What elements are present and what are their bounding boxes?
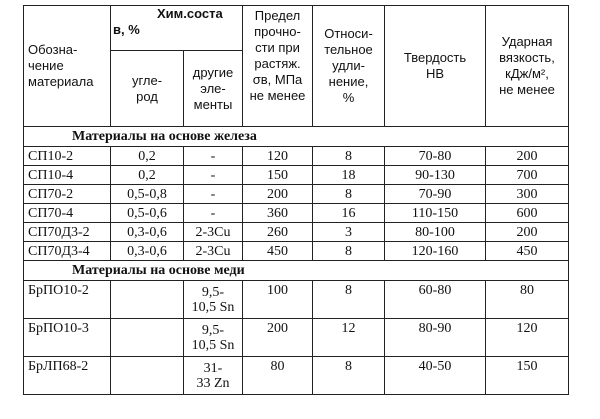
cell-name: БрЛП68-2 [24, 357, 111, 395]
cell-other: - [184, 204, 243, 223]
cell-hardness: 120-160 [385, 242, 486, 261]
table-row [24, 166, 569, 185]
cell-elongation: 12 [313, 319, 385, 357]
table-row [24, 281, 569, 319]
cell-elongation: 8 [313, 281, 385, 319]
cell-hardness: 90-130 [385, 166, 486, 185]
cell-name: СП70Д3-4 [24, 242, 111, 261]
cell-carbon: 0,5-0,6 [111, 204, 184, 223]
cell-elongation: 3 [313, 223, 385, 242]
cell-impact: 200 [486, 147, 569, 166]
cell-carbon: 0,2 [111, 166, 184, 185]
cell-other: 2-3Cu [184, 223, 243, 242]
cell-hardness: 70-90 [385, 185, 486, 204]
header-hardness: Твердость НВ [385, 6, 486, 127]
header-impact: Ударная вязкость, кДж/м², не менее [486, 6, 569, 127]
table-row [24, 223, 569, 242]
cell-impact: 450 [486, 242, 569, 261]
cell-elongation: 18 [313, 166, 385, 185]
materials-table [23, 5, 569, 395]
cell-strength: 150 [243, 166, 313, 185]
header-other-elements: другие эле- менты [184, 51, 243, 127]
cell-other: 2-3Cu [184, 242, 243, 261]
header-elongation: Относи- тельное удли- нение, % [313, 6, 385, 127]
cell-strength: 200 [243, 319, 313, 357]
cell-carbon [111, 357, 184, 395]
table-row [24, 319, 569, 357]
header-carbon: угле- род [111, 51, 184, 127]
cell-elongation: 16 [313, 204, 385, 223]
cell-other: - [184, 166, 243, 185]
table-row [24, 185, 569, 204]
cell-name: СП70-4 [24, 204, 111, 223]
cell-elongation: 8 [313, 242, 385, 261]
cell-name: БрПО10-2 [24, 281, 111, 319]
cell-hardness: 80-100 [385, 223, 486, 242]
cell-strength: 80 [243, 357, 313, 395]
header-strength: Предел прочно- сти при растяж. σв, МПа не менее [243, 6, 313, 127]
cell-other: 9,5- 10,5 Sn [184, 281, 243, 319]
cell-hardness: 40-50 [385, 357, 486, 395]
cell-impact: 700 [486, 166, 569, 185]
cell-name: БрПО10-3 [24, 319, 111, 357]
cell-other: - [184, 185, 243, 204]
cell-strength: 120 [243, 147, 313, 166]
cell-impact: 600 [486, 204, 569, 223]
cell-strength: 200 [243, 185, 313, 204]
cell-elongation: 8 [313, 147, 385, 166]
cell-impact: 200 [486, 223, 569, 242]
cell-other: - [184, 147, 243, 166]
header-material: Обозна- чение материала [24, 6, 111, 127]
section-title: Материалы на основе железа [24, 127, 569, 147]
table-row [24, 242, 569, 261]
cell-hardness: 60-80 [385, 281, 486, 319]
cell-hardness: 110-150 [385, 204, 486, 223]
cell-name: СП70Д3-2 [24, 223, 111, 242]
cell-carbon [111, 319, 184, 357]
cell-strength: 260 [243, 223, 313, 242]
cell-impact: 300 [486, 185, 569, 204]
cell-strength: 360 [243, 204, 313, 223]
section-title: Материалы на основе меди [24, 261, 569, 281]
table-row [24, 357, 569, 395]
cell-name: СП70-2 [24, 185, 111, 204]
cell-hardness: 80-90 [385, 319, 486, 357]
cell-impact: 80 [486, 281, 569, 319]
table-row [24, 147, 569, 166]
cell-other: 9,5- 10,5 Sn [184, 319, 243, 357]
cell-hardness: 70-80 [385, 147, 486, 166]
cell-carbon [111, 281, 184, 319]
cell-impact: 150 [486, 357, 569, 395]
cell-carbon: 0,3-0,6 [111, 223, 184, 242]
cell-elongation: 8 [313, 185, 385, 204]
cell-carbon: 0,3-0,6 [111, 242, 184, 261]
cell-strength: 100 [243, 281, 313, 319]
cell-impact: 120 [486, 319, 569, 357]
cell-strength: 450 [243, 242, 313, 261]
cell-carbon: 0,2 [111, 147, 184, 166]
table-row [24, 204, 569, 223]
cell-name: СП10-2 [24, 147, 111, 166]
cell-name: СП10-4 [24, 166, 111, 185]
cell-elongation: 8 [313, 357, 385, 395]
header-chem-composition: Хим.соста в, % [111, 6, 243, 51]
cell-other: 31- 33 Zn [184, 357, 243, 395]
cell-carbon: 0,5-0,8 [111, 185, 184, 204]
